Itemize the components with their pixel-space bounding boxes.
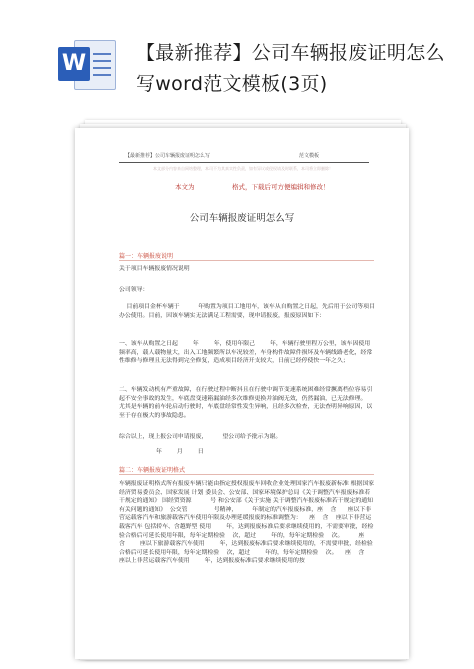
paragraph: 公司领导： <box>119 287 149 293</box>
date-line: 年 月 日 <box>141 449 204 455</box>
paragraph: 关于项目车辆报废情况说明 <box>119 266 190 272</box>
paragraph: 一、该车从购置之日起 年 年，使用年限己 年，车辆行驶里程万公里，该车因使用频率高，载人载物量大，出入工地频繁所以车况较差，车身构件故障件损坏及车辆线路老化，经常性维修与修理且无法得到完全修复，造成项目经济开支较大，日前已经停使快一年之久； <box>119 341 373 365</box>
page-header-right: 范文模板 <box>299 153 320 159</box>
page-header-left: 【最新推荐】公司车辆报废证明怎么写 <box>125 153 211 159</box>
word-document-icon <box>58 38 116 90</box>
word-icon-badge: W <box>58 47 90 81</box>
faint-notice: 本文部分内容来自网络整理，本司不为其真实性负责，如有异议或侵权请及时联系，本司将立即删除！ <box>153 166 333 171</box>
section-divider-2 <box>119 474 374 475</box>
document-title: 【最新推荐】公司车辆报废证明怎么写word范文模板(3页) <box>136 42 445 95</box>
section-heading-2: 篇二：车辆报废证明格式 <box>119 467 186 474</box>
section-heading-1: 篇一：车辆报废说明 <box>119 253 174 260</box>
section-divider-1 <box>119 260 374 261</box>
page-header <box>119 152 369 163</box>
paragraph: 车辆报废证明格式所有报废车辆只能由指定授权报废车回收企业处理国家汽车报废新标准 根据国家经济贸易委员会、国家发展 计划 委员会、公安部、国家环境保护总局《关于调整汽车报废标准若干规定的通知》 国经贸资源 号 和公安部《关于实施 关于调整汽车报废标准若干规定的通知有关问题的通知》 公交管 号精神， 年制定的汽车报废标准，座 含 座以下非营运载客汽车和旅游载客汽车使用年限及办理延缓报废的标准调整为： 座 含 座以下非营运载客汽车 包括轿车、含越野型 使用 年，达到报废标准后要求继续使用的，不需要审批，经检验合格后可延长使用年限，每年定期检验 次，超过 年的，每年定期检验 次。 座 含 座以下旅游载客汽车使用 年，达到报废标准后要求继续使用的，不需要审批，经检验合格后可延长使用年限，每年定期检验 次，超过 年的，每年定期检验 次。 座 含 座以上非营运载客汽车使用 年，达到报废标准后要求继续使用的按 <box>119 481 375 565</box>
document-preview-banner <box>0 0 474 118</box>
paragraph: 综合以上，现上报公司申请报废， 望公司给予批示为谢。 <box>119 434 282 440</box>
page-title: 公司车辆报废证明怎么写 <box>189 213 295 224</box>
paragraph: 目前项目金杯车辆于 年购置为项目工地用车，该车从自购置之日起，先后用于公司等项目办公使用。目前，因该车辆实无法满足工程需要，现申请报废，报废原因如下： <box>119 304 375 319</box>
ad-text: 格式，下载后可方便编辑和修改！ <box>232 183 330 191</box>
paragraph: 二、车辆发动机有严重故障，在行驶过程中断抖且在行驶中调节变速系统困难经常撅离档位容易引起不安全事故的发生，车底盘变速箱漏油经多次维修更换并油阀无效，仍然漏油，已无法修理。 尤其是车辆的前车轮启动行驶时，车底盘经常性发生异响，且经多次检查，无法查明异响原因，以至于存在极大的事故隐患。 <box>119 387 382 419</box>
ad-label: 本文为 <box>175 183 195 191</box>
document-page <box>75 128 409 659</box>
